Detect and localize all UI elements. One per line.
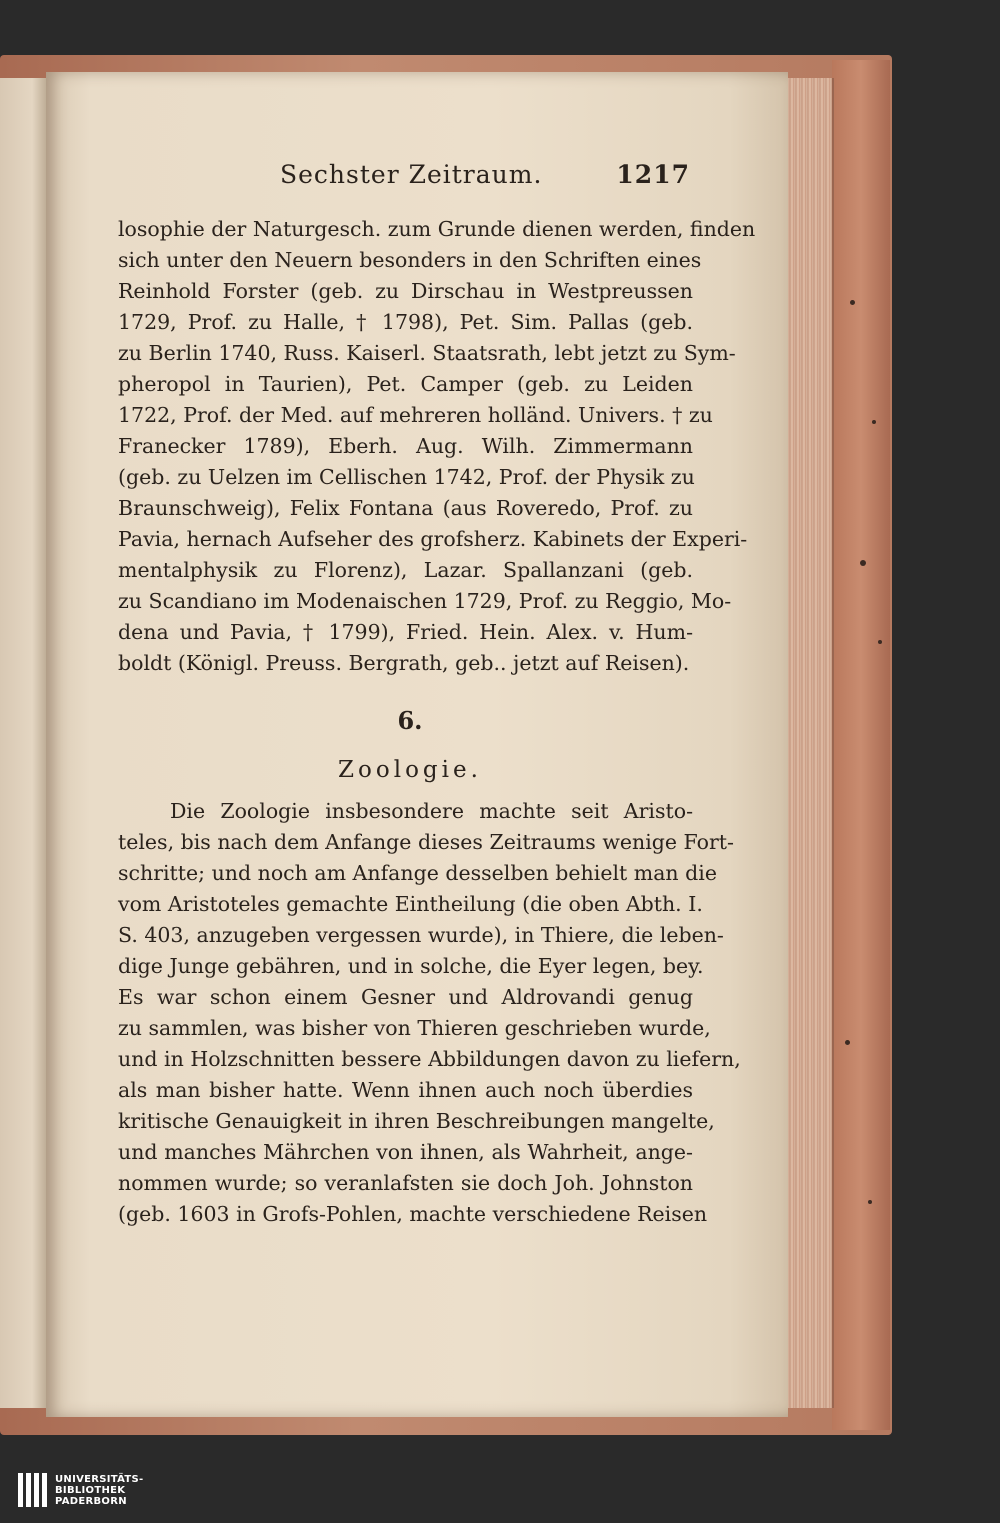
cover-edge: [832, 60, 890, 1430]
running-title: Sechster Zeitraum.: [280, 160, 543, 189]
text-line: teles, bis nach dem Anfange dieses Zeitraums wenige Fort-: [118, 830, 734, 854]
text-line: 1729, Prof. zu Halle, † 1798), Pet. Sim. Pallas (geb.: [118, 310, 693, 334]
foxing-spot: [845, 1040, 850, 1045]
page-number: 1217: [616, 160, 690, 189]
foxing-spot: [872, 420, 876, 424]
foxing-spot: [850, 300, 855, 305]
text-line: Es war schon einem Gesner und Aldrovandi genug: [118, 985, 693, 1009]
logo-line: UNIVERSITÄTS-: [55, 1473, 144, 1485]
text-line: schritte; und noch am Anfange desselben behielt man die: [118, 861, 717, 885]
page-edges: [788, 78, 834, 1408]
text-line: Braunschweig), Felix Fontana (aus Roveredo, Prof. zu: [118, 496, 693, 520]
library-logo: [18, 1470, 158, 1510]
text-line: (geb. 1603 in Grofs-Pohlen, machte verschiedene Reisen: [118, 1202, 708, 1226]
left-page-sliver: [0, 78, 46, 1408]
running-header: [280, 160, 690, 200]
text-line: dige Junge gebähren, und in solche, die Eyer legen, bey.: [118, 954, 704, 978]
text-line: Die Zoologie insbesondere machte seit Aristo-: [170, 799, 693, 823]
text-line: nommen wurde; so veranlafsten sie doch Joh. Johnston: [118, 1171, 693, 1195]
logo-line: BIBLIOTHEK: [55, 1484, 126, 1496]
text-line: 1722, Prof. der Med. auf mehreren holländ. Univers. † zu: [118, 403, 713, 427]
logo-bars-icon: [18, 1473, 47, 1507]
foxing-spot: [868, 1200, 872, 1204]
text-line: und in Holzschnitten bessere Abbildungen davon zu liefern,: [118, 1047, 741, 1071]
text-line: Franecker 1789), Eberh. Aug. Wilh. Zimmermann: [118, 434, 693, 458]
text-line: mentalphysik zu Florenz), Lazar. Spallanzani (geb.: [118, 558, 693, 582]
text-line: vom Aristoteles gemachte Eintheilung (die oben Abth. I.: [118, 892, 703, 916]
text-line: und manches Mährchen von ihnen, als Wahrheit, ange-: [118, 1140, 693, 1164]
text-line: pheropol in Taurien), Pet. Camper (geb. zu Leiden: [118, 372, 693, 396]
foxing-spot: [860, 560, 866, 566]
text-line: sich unter den Neuern besonders in den Schriften eines: [118, 248, 702, 272]
text-line: boldt (Königl. Preuss. Bergrath, geb.. jetzt auf Reisen).: [118, 651, 690, 675]
text-line: zu sammlen, was bisher von Thieren geschrieben wurde,: [118, 1016, 711, 1040]
text-line: als man bisher hatte. Wenn ihnen auch noch überdies: [118, 1078, 693, 1102]
text-line: Pavia, hernach Aufseher des grofsherz. Kabinets der Experi-: [118, 527, 748, 551]
text-line: dena und Pavia, † 1799), Fried. Hein. Alex. v. Hum-: [118, 620, 693, 644]
text-line: Reinhold Forster (geb. zu Dirschau in Westpreussen: [118, 279, 693, 303]
text-line: S. 403, anzugeben vergessen wurde), in Thiere, die leben-: [118, 923, 724, 947]
logo-line: PADERBORN: [55, 1495, 127, 1507]
logo-text: [55, 1474, 144, 1507]
text-line: zu Scandiano im Modenaischen 1729, Prof. zu Reggio, Mo-: [118, 589, 732, 613]
section-title: Zoologie.: [338, 757, 482, 783]
section-number: 6.: [397, 706, 423, 735]
text-line: zu Berlin 1740, Russ. Kaiserl. Staatsrath, lebt jetzt zu Sym-: [118, 341, 736, 365]
foxing-spot: [878, 640, 882, 644]
text-line: losophie der Naturgesch. zum Grunde dienen werden, finden: [118, 217, 756, 241]
text-line: kritische Genauigkeit in ihren Beschreibungen mangelte,: [118, 1109, 715, 1133]
text-line: (geb. zu Uelzen im Cellischen 1742, Prof. der Physik zu: [118, 465, 695, 489]
